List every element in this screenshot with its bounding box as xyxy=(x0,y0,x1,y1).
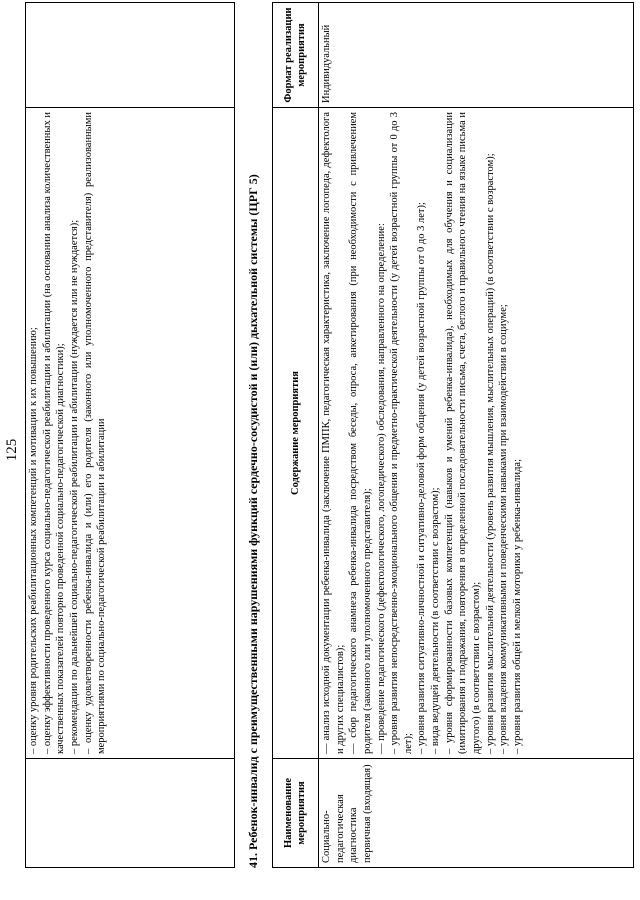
list-item: – оценку эффективности проведенного курса социально-педагогической реабилитации и абилитации (на основании анализа количественных и качественных показателей повторно проведенной социально-педагогической диагностики); xyxy=(41,112,67,754)
list-item: – уровня развития ситуативно-личностной и ситуативно-деловой форм общения (у детей возрастной группы от 0 до 3 лет); xyxy=(416,202,428,754)
header-format: Формат реализации мероприятия xyxy=(273,3,319,108)
list-item: – оценку удовлетворенности ребенка-инвалида и (или) его родителя (законного или уполномоченного представителя) реализованными мероприятиями по социально-педагогической реабилитации и абилитации xyxy=(82,112,108,754)
table-row xyxy=(318,3,633,868)
continuation-table xyxy=(25,2,235,868)
page-number: 125 xyxy=(4,438,20,462)
table-header-row xyxy=(273,3,319,868)
measures-table xyxy=(272,2,634,868)
list-item: – уровня развития общей и мелкой моторики у ребенка-инвалида; xyxy=(511,458,523,754)
measure-name-cell: Социально-педагогическая диагностика первичная (входящая) xyxy=(318,759,633,868)
measure-format-cell: Индивидуальный xyxy=(318,3,633,108)
list-item: – уровня сформированности базовых компетенций (навыков и умений ребенка-инвалида), необходимых для обучения и социализации (имитирования и подражания, повторения в определенной последовательности письма, счета, беглого и правильного чтения на языке письма и другого) (в соответствии с возрастом); xyxy=(443,112,482,754)
continuation-content-cell xyxy=(26,108,235,759)
list-item: – уровня развития мыслительной деятельности (уровень развития мышления, мыслительных операций) (в соответствии с возрастом); xyxy=(484,153,496,754)
table-row xyxy=(26,3,235,868)
list-item: – рекомендации по дальнейшей социально-педагогической реабилитации и абилитации (нуждается или не нуждается); xyxy=(68,219,80,754)
list-item: — сбор педагогического анамнеза ребенка-инвалида посредством беседы, опроса, анкетирования (при необходимости с привлечением родителя (законного или уполномоченного представителя); xyxy=(348,112,373,754)
empty-name-cell xyxy=(26,759,235,868)
section-heading: 41. Ребенок-инвалид с преимущественными нарушениями функций сердечно-сосудистой и (или) дыхательной системы (ЦРГ 5) xyxy=(246,174,260,868)
list-item: — анализ исходной документации ребенка-инвалида (заключение ПМПК, педагогическая характеристика, заключение логопеда, дефектолога и других специалистов); xyxy=(320,112,346,754)
list-item: – уровня развития непосредственно-эмоционального общения и предметно-практической деятельности (у детей возрастной группы от 0 до 3 лет); xyxy=(389,112,414,754)
list-item: – уровня владения коммуникативными и поведенческими навыками при взаимодействии в социуме; xyxy=(498,304,510,754)
empty-format-cell xyxy=(26,3,235,108)
measure-content-cell xyxy=(318,108,633,759)
header-name: Наименование мероприятия xyxy=(273,759,319,868)
header-content: Содержание мероприятия xyxy=(273,108,319,759)
list-item: – вида ведущей деятельности (в соответствии с возрастом); xyxy=(430,487,442,754)
list-item: — проведение педагогического (дефектологического, логопедического) обследования, направленного на определение: xyxy=(375,223,387,754)
list-item: – оценку уровня родительских реабилитационных компетенций и мотивации к их повышению; xyxy=(28,327,39,754)
